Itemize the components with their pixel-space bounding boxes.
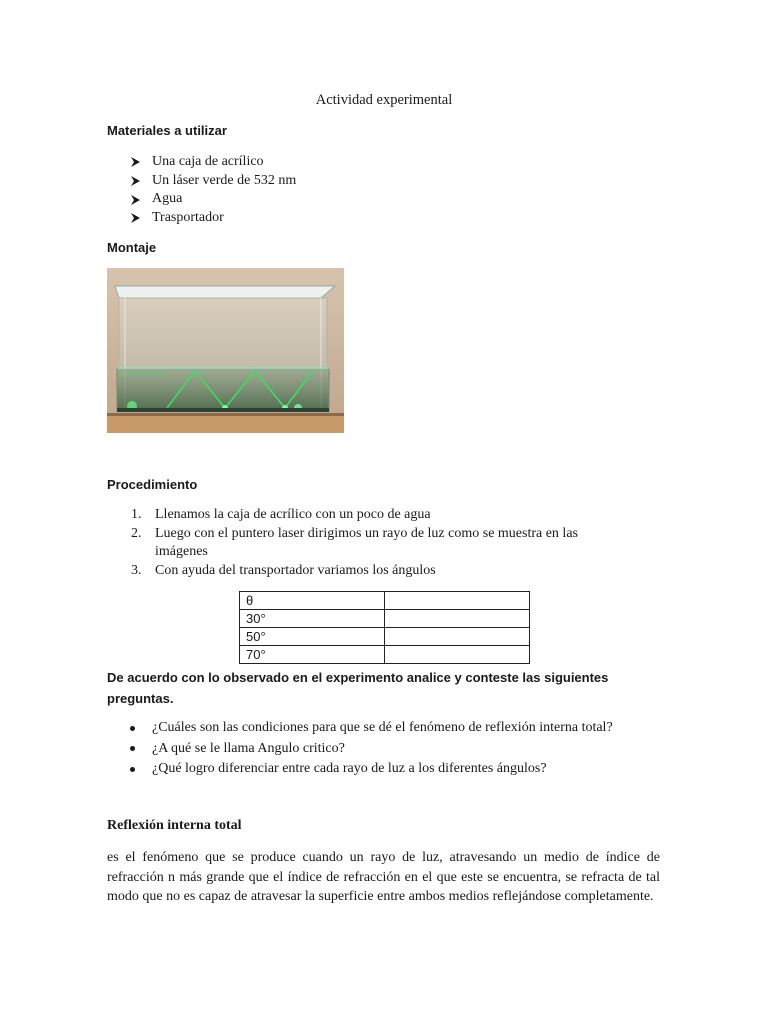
list-item xyxy=(131,190,296,209)
list-item xyxy=(130,759,613,780)
list-item xyxy=(131,525,621,562)
list-item xyxy=(131,209,296,228)
angle-cell: 50° xyxy=(240,628,385,646)
acrylic-box-photo xyxy=(107,268,344,433)
material-label: Trasportador xyxy=(152,210,224,226)
list-item xyxy=(131,153,296,172)
step-text: Con ayuda del transportador variamos los ángulos xyxy=(155,563,436,579)
question-text: ¿Qué logro diferenciar entre cada rayo de luz a los diferentes ángulos? xyxy=(152,761,547,776)
step-number: 3. xyxy=(131,563,142,579)
step-number: 2. xyxy=(131,525,142,541)
list-item xyxy=(131,506,621,525)
step-text: Luego con el puntero laser dirigimos un rayo de luz como se muestra en las imágenes xyxy=(155,525,578,560)
arrowhead-bullet-icon xyxy=(131,195,152,205)
value-cell xyxy=(385,592,530,610)
montaje-heading: Montaje xyxy=(107,240,157,255)
procedure-list xyxy=(131,506,621,581)
step-number: 1. xyxy=(131,507,142,522)
material-label: Un láser verde de 532 nm xyxy=(152,172,297,188)
tir-paragraph: es el fenómeno que se produce cuando un rayo de luz, atravesando un medio de índice de refracción n más grande que el índice de refracción en el que este se encuentra, se refracta de tal modo que no es capaz de atravesar la superficie entre ambos medios reflejándose completamente. xyxy=(107,850,660,904)
material-label: Una caja de acrílico xyxy=(152,154,264,169)
tir-heading: Reflexión interna total xyxy=(107,818,242,833)
arrowhead-bullet-icon xyxy=(131,157,152,167)
value-cell xyxy=(385,610,530,628)
list-item xyxy=(131,562,621,581)
list-item xyxy=(130,739,613,760)
questions-list xyxy=(130,718,613,780)
list-item xyxy=(130,718,613,739)
question-text: ¿Cuáles son las condiciones para que se dé el fenómeno de reflexión interna total? xyxy=(152,720,613,735)
arrowhead-bullet-icon xyxy=(131,176,152,186)
dot-bullet-icon xyxy=(130,767,152,772)
materials-list xyxy=(131,153,296,228)
question-text: ¿A qué se le llama Angulo critico? xyxy=(152,740,345,756)
table-row xyxy=(240,628,530,646)
angle-cell: θ xyxy=(240,592,385,610)
table-row xyxy=(240,610,530,628)
angle-cell: 30° xyxy=(240,610,385,628)
dot-bullet-icon xyxy=(130,726,152,731)
procedure-heading: Procedimiento xyxy=(107,477,198,492)
table-row xyxy=(240,646,530,664)
document-title: Actividad experimental xyxy=(315,92,453,108)
angle-cell: 70° xyxy=(240,646,385,664)
step-text: Llenamos la caja de acrílico con un poco de agua xyxy=(155,507,431,522)
angle-table xyxy=(239,591,530,664)
value-cell xyxy=(385,646,530,664)
arrowhead-bullet-icon xyxy=(131,213,152,223)
material-label: Agua xyxy=(152,191,183,207)
dot-bullet-icon xyxy=(130,746,152,751)
value-cell xyxy=(385,628,530,646)
table-row xyxy=(240,592,530,610)
materials-heading: Materiales a utilizar xyxy=(107,123,227,138)
analysis-prompt: De acuerdo con lo observado en el experimento analice y conteste las siguientes preguntas. xyxy=(107,670,609,706)
list-item xyxy=(131,172,296,191)
